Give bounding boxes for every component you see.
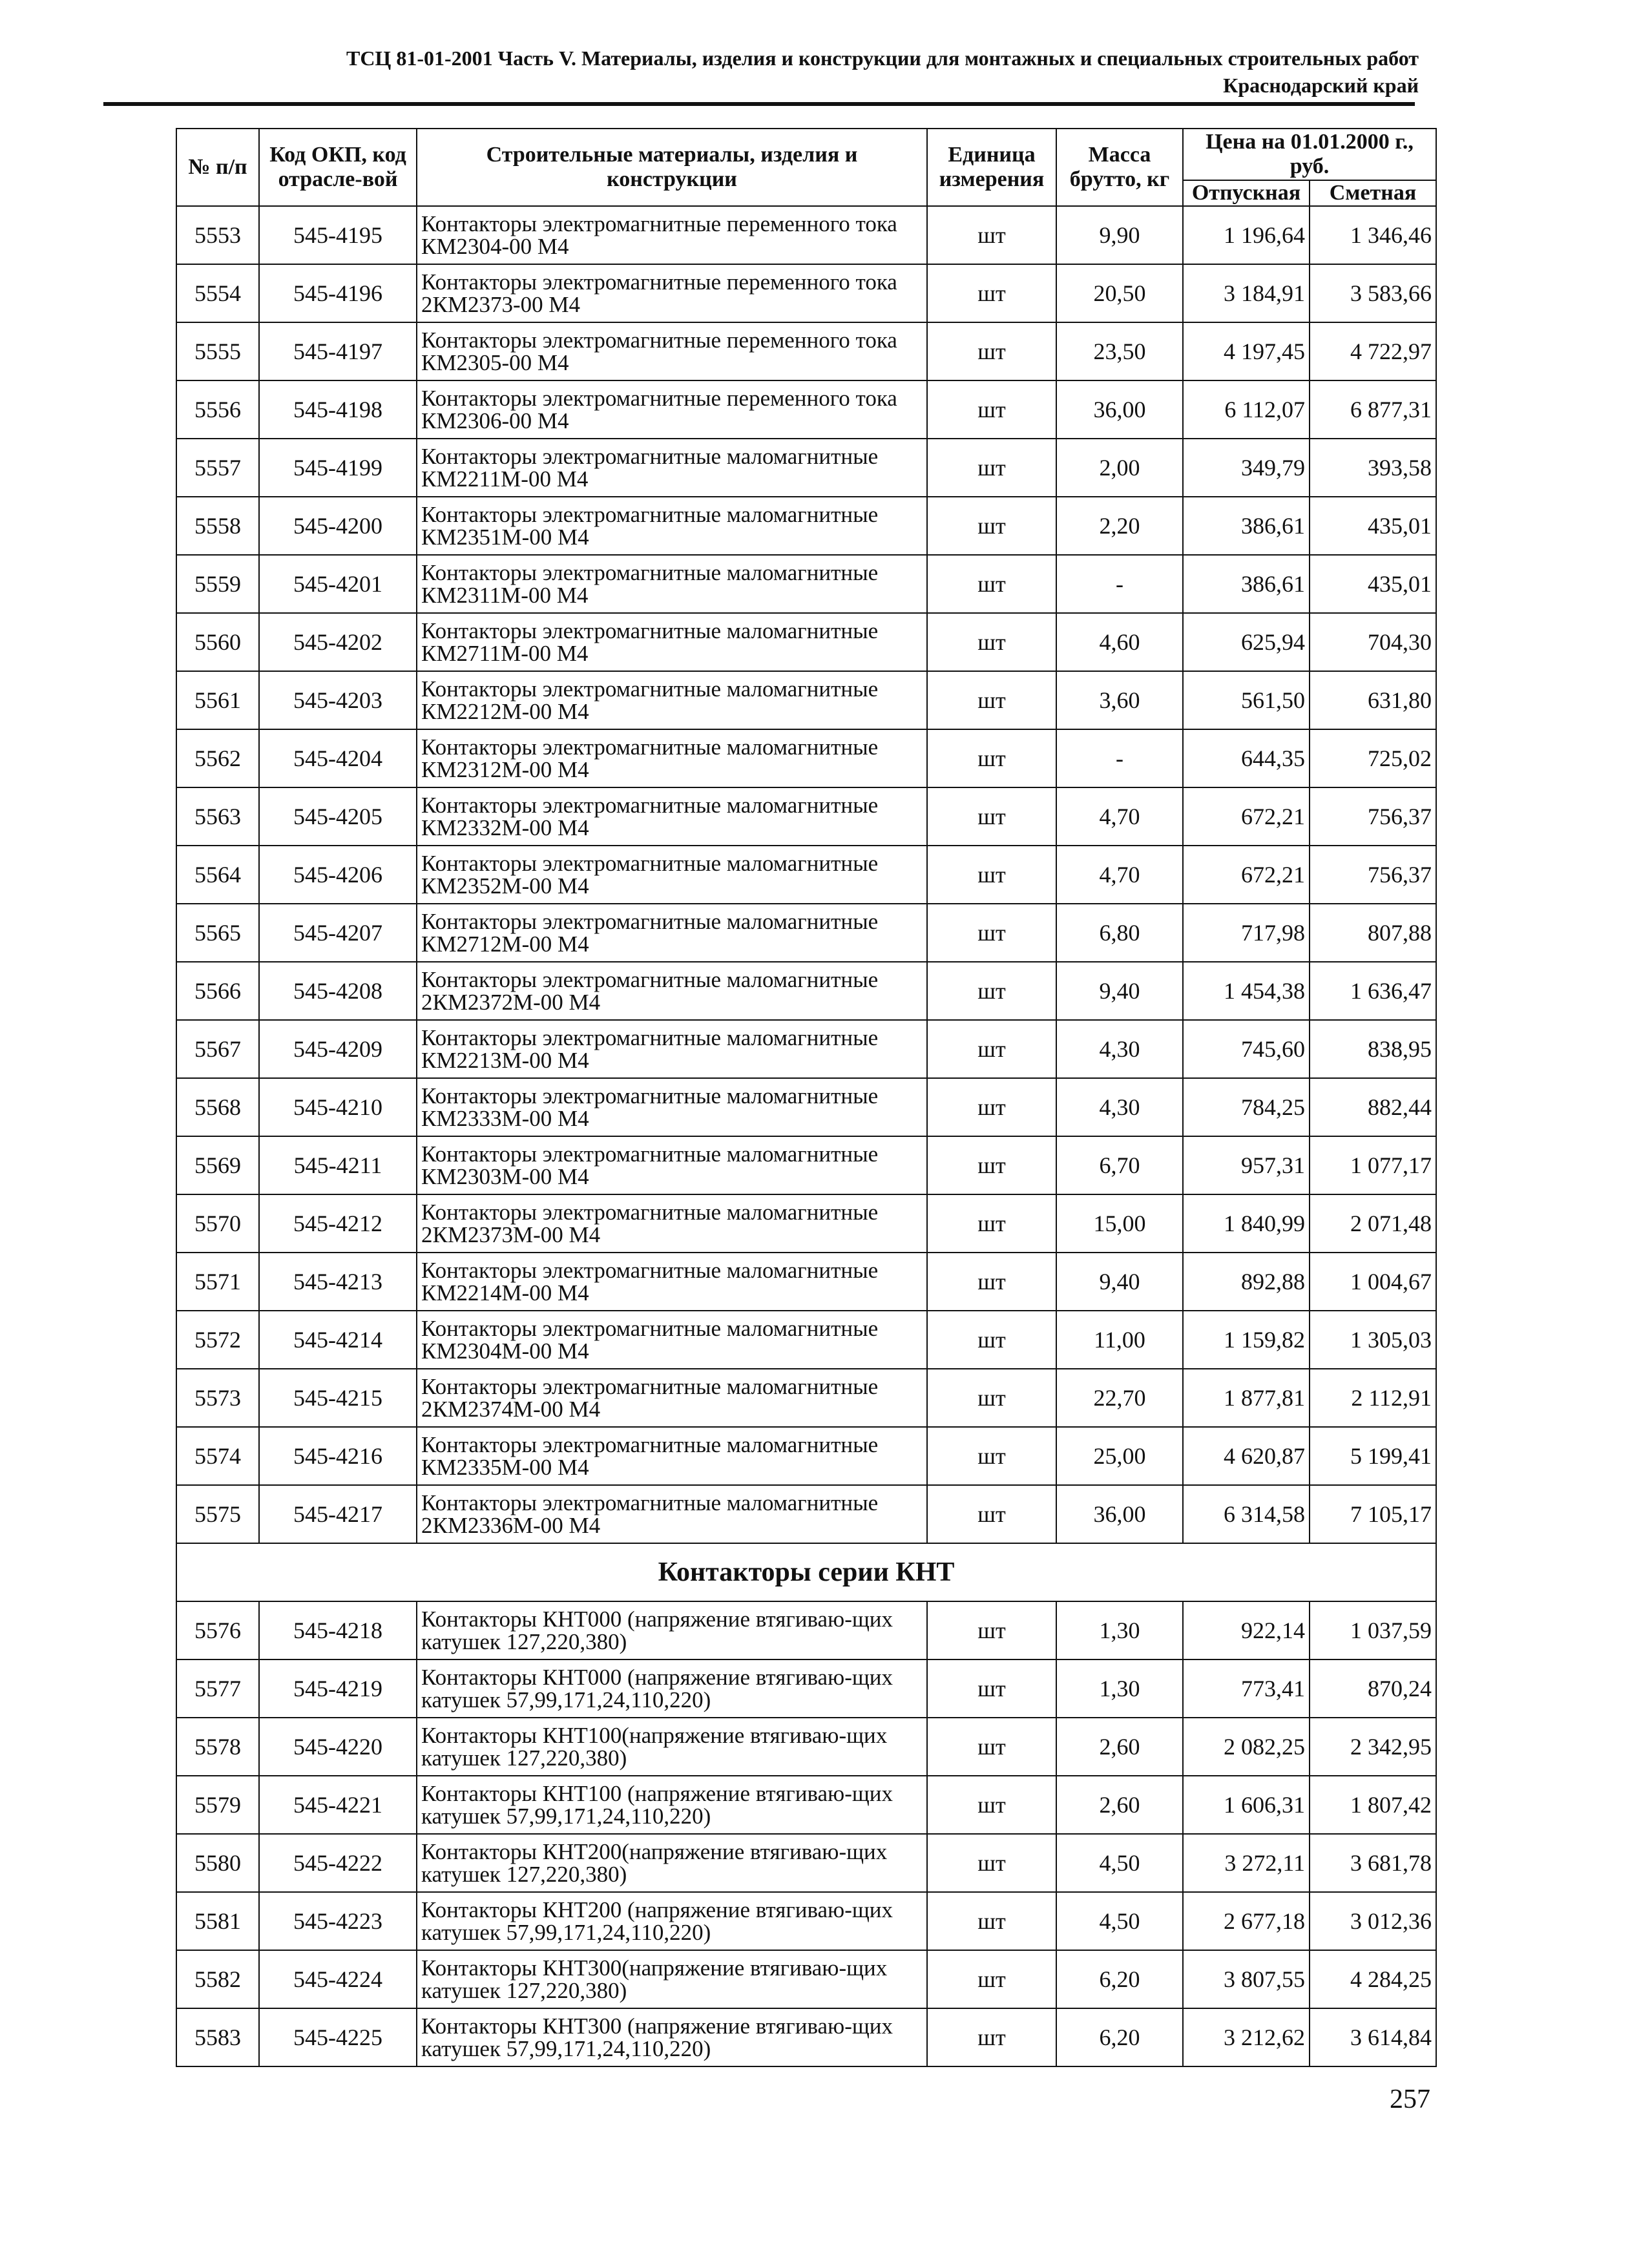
table-row [176, 1659, 1436, 1718]
cell-mass: 1,30 [1056, 1659, 1183, 1718]
cell-code: 545-4195 [259, 206, 417, 264]
cell-name: Контакторы КНТ100 (напряжение втягиваю-щих катушек 57,99,171,24,110,220) [417, 1776, 927, 1834]
cell-est: 704,30 [1310, 613, 1436, 671]
cell-mass: 4,50 [1056, 1892, 1183, 1950]
cell-sale: 3 184,91 [1183, 264, 1310, 322]
cell-mass: 4,50 [1056, 1834, 1183, 1892]
table-row [176, 380, 1436, 439]
cell-mass: 2,60 [1056, 1776, 1183, 1834]
cell-name: Контакторы КНТ000 (напряжение втягиваю-щих катушек 57,99,171,24,110,220) [417, 1659, 927, 1718]
cell-num: 5567 [176, 1020, 259, 1078]
cell-mass: 9,40 [1056, 1253, 1183, 1311]
table-row [176, 729, 1436, 787]
cell-est: 2 112,91 [1310, 1369, 1436, 1427]
cell-code: 545-4203 [259, 671, 417, 729]
cell-name: Контакторы электромагнитные маломагнитные КМ2213М-00 М4 [417, 1020, 927, 1078]
cell-code: 545-4217 [259, 1485, 417, 1543]
cell-code: 545-4213 [259, 1253, 417, 1311]
cell-est: 5 199,41 [1310, 1427, 1436, 1485]
cell-name: Контакторы электромагнитные маломагнитные КМ2303М-00 М4 [417, 1136, 927, 1194]
cell-num: 5582 [176, 1950, 259, 2008]
cell-code: 545-4199 [259, 439, 417, 497]
cell-unit: шт [927, 1078, 1056, 1136]
cell-sale: 1 196,64 [1183, 206, 1310, 264]
cell-code: 545-4222 [259, 1834, 417, 1892]
cell-code: 545-4202 [259, 613, 417, 671]
cell-num: 5564 [176, 846, 259, 904]
table-row [176, 613, 1436, 671]
cell-code: 545-4223 [259, 1892, 417, 1950]
cell-mass: - [1056, 555, 1183, 613]
cell-unit: шт [927, 1020, 1056, 1078]
table-row [176, 1892, 1436, 1950]
table-row [176, 1194, 1436, 1253]
table-row [176, 206, 1436, 264]
cell-sale: 892,88 [1183, 1253, 1310, 1311]
table-row [176, 671, 1436, 729]
cell-mass: 6,70 [1056, 1136, 1183, 1194]
table-row [176, 439, 1436, 497]
cell-mass: 36,00 [1056, 1485, 1183, 1543]
cell-unit: шт [927, 206, 1056, 264]
cell-code: 545-4220 [259, 1718, 417, 1776]
cell-name: Контакторы электромагнитные маломагнитные 2КМ2373М-00 М4 [417, 1194, 927, 1253]
table-row [176, 846, 1436, 904]
cell-est: 1 636,47 [1310, 962, 1436, 1020]
col-header-mass: Масса брутто, кг [1056, 129, 1183, 206]
cell-unit: шт [927, 555, 1056, 613]
cell-sale: 1 454,38 [1183, 962, 1310, 1020]
table-row [176, 1078, 1436, 1136]
cell-sale: 386,61 [1183, 497, 1310, 555]
cell-est: 838,95 [1310, 1020, 1436, 1078]
table-row [176, 1427, 1436, 1485]
cell-est: 4 722,97 [1310, 322, 1436, 380]
cell-code: 545-4207 [259, 904, 417, 962]
cell-sale: 672,21 [1183, 846, 1310, 904]
cell-unit: шт [927, 787, 1056, 846]
section-title: Контакторы серии КНТ [176, 1543, 1436, 1601]
cell-sale: 561,50 [1183, 671, 1310, 729]
cell-code: 545-4205 [259, 787, 417, 846]
cell-name: Контакторы электромагнитные переменного тока КМ2304-00 М4 [417, 206, 927, 264]
cell-num: 5580 [176, 1834, 259, 1892]
cell-sale: 745,60 [1183, 1020, 1310, 1078]
cell-sale: 4 620,87 [1183, 1427, 1310, 1485]
table-row [176, 1485, 1436, 1543]
cell-name: Контакторы электромагнитные маломагнитные КМ2333М-00 М4 [417, 1078, 927, 1136]
cell-sale: 784,25 [1183, 1078, 1310, 1136]
cell-est: 631,80 [1310, 671, 1436, 729]
cell-num: 5563 [176, 787, 259, 846]
cell-code: 545-4209 [259, 1020, 417, 1078]
page-number: 257 [1390, 2085, 1430, 2114]
cell-est: 3 614,84 [1310, 2008, 1436, 2066]
cell-code: 545-4200 [259, 497, 417, 555]
cell-name: Контакторы электромагнитные переменного тока 2КМ2373-00 М4 [417, 264, 927, 322]
table-row [176, 1950, 1436, 2008]
cell-num: 5559 [176, 555, 259, 613]
running-header-title: ТСЦ 81-01-2001 Часть V. Материалы, изделия и конструкции для монтажных и специальных строительных работ [346, 47, 1419, 70]
cell-est: 6 877,31 [1310, 380, 1436, 439]
cell-sale: 1 606,31 [1183, 1776, 1310, 1834]
cell-unit: шт [927, 1892, 1056, 1950]
cell-mass: 1,30 [1056, 1601, 1183, 1659]
cell-sale: 6 112,07 [1183, 380, 1310, 439]
cell-mass: 3,60 [1056, 671, 1183, 729]
cell-unit: шт [927, 1136, 1056, 1194]
cell-code: 545-4211 [259, 1136, 417, 1194]
cell-name: Контакторы электромагнитные маломагнитные 2КМ2372М-00 М4 [417, 962, 927, 1020]
cell-num: 5581 [176, 1892, 259, 1950]
cell-unit: шт [927, 1601, 1056, 1659]
col-header-code: Код ОКП, код отрасле-вой [259, 129, 417, 206]
cell-sale: 4 197,45 [1183, 322, 1310, 380]
cell-est: 1 037,59 [1310, 1601, 1436, 1659]
cell-num: 5571 [176, 1253, 259, 1311]
table-row [176, 904, 1436, 962]
table-body-main [176, 206, 1436, 1543]
cell-mass: 4,70 [1056, 787, 1183, 846]
cell-num: 5578 [176, 1718, 259, 1776]
cell-mass: 9,40 [1056, 962, 1183, 1020]
cell-code: 545-4212 [259, 1194, 417, 1253]
cell-mass: 6,20 [1056, 1950, 1183, 2008]
cell-name: Контакторы электромагнитные маломагнитные КМ2311М-00 М4 [417, 555, 927, 613]
cell-sale: 957,31 [1183, 1136, 1310, 1194]
cell-unit: шт [927, 1311, 1056, 1369]
cell-est: 4 284,25 [1310, 1950, 1436, 2008]
cell-unit: шт [927, 380, 1056, 439]
cell-est: 2 342,95 [1310, 1718, 1436, 1776]
cell-unit: шт [927, 1834, 1056, 1892]
cell-unit: шт [927, 613, 1056, 671]
cell-name: Контакторы электромагнитные маломагнитные КМ2352М-00 М4 [417, 846, 927, 904]
cell-num: 5554 [176, 264, 259, 322]
table-row [176, 1020, 1436, 1078]
cell-sale: 1 877,81 [1183, 1369, 1310, 1427]
table-row [176, 497, 1436, 555]
cell-code: 545-4201 [259, 555, 417, 613]
cell-num: 5558 [176, 497, 259, 555]
col-header-name: Строительные материалы, изделия и конструкции [417, 129, 927, 206]
cell-code: 545-4206 [259, 846, 417, 904]
cell-num: 5583 [176, 2008, 259, 2066]
cell-sale: 386,61 [1183, 555, 1310, 613]
cell-name: Контакторы КНТ200 (напряжение втягиваю-щих катушек 57,99,171,24,110,220) [417, 1892, 927, 1950]
cell-unit: шт [927, 729, 1056, 787]
table-row [176, 322, 1436, 380]
table-row [176, 1834, 1436, 1892]
price-table [176, 128, 1437, 2067]
col-header-num: № п/п [176, 129, 259, 206]
cell-mass: 20,50 [1056, 264, 1183, 322]
cell-est: 1 077,17 [1310, 1136, 1436, 1194]
cell-num: 5579 [176, 1776, 259, 1834]
cell-est: 7 105,17 [1310, 1485, 1436, 1543]
cell-code: 545-4204 [259, 729, 417, 787]
cell-name: Контакторы электромагнитные маломагнитные 2КМ2336М-00 М4 [417, 1485, 927, 1543]
cell-unit: шт [927, 264, 1056, 322]
cell-num: 5562 [176, 729, 259, 787]
table-row [176, 1311, 1436, 1369]
cell-name: Контакторы электромагнитные маломагнитные КМ2351М-00 М4 [417, 497, 927, 555]
cell-num: 5565 [176, 904, 259, 962]
cell-mass: 4,30 [1056, 1020, 1183, 1078]
cell-est: 435,01 [1310, 555, 1436, 613]
cell-unit: шт [927, 497, 1056, 555]
cell-num: 5568 [176, 1078, 259, 1136]
cell-sale: 717,98 [1183, 904, 1310, 962]
cell-sale: 349,79 [1183, 439, 1310, 497]
table-row [176, 1136, 1436, 1194]
cell-unit: шт [927, 1253, 1056, 1311]
cell-mass: 2,60 [1056, 1718, 1183, 1776]
cell-num: 5557 [176, 439, 259, 497]
table-row [176, 1369, 1436, 1427]
cell-unit: шт [927, 322, 1056, 380]
cell-est: 1 305,03 [1310, 1311, 1436, 1369]
cell-name: Контакторы электромагнитные маломагнитные КМ2304М-00 М4 [417, 1311, 927, 1369]
cell-sale: 773,41 [1183, 1659, 1310, 1718]
table-row [176, 962, 1436, 1020]
cell-sale: 3 212,62 [1183, 2008, 1310, 2066]
cell-num: 5573 [176, 1369, 259, 1427]
cell-code: 545-4196 [259, 264, 417, 322]
table-row [176, 1776, 1436, 1834]
col-header-price: Цена на 01.01.2000 г., руб. [1183, 129, 1436, 180]
col-header-unit: Единица измерения [927, 129, 1056, 206]
cell-name: Контакторы электромагнитные маломагнитные КМ2211М-00 М4 [417, 439, 927, 497]
cell-mass: 11,00 [1056, 1311, 1183, 1369]
cell-est: 1 807,42 [1310, 1776, 1436, 1834]
table-row [176, 1718, 1436, 1776]
cell-mass: 22,70 [1056, 1369, 1183, 1427]
table-row [176, 1253, 1436, 1311]
cell-mass: 23,50 [1056, 322, 1183, 380]
cell-name: Контакторы электромагнитные переменного тока КМ2305-00 М4 [417, 322, 927, 380]
cell-est: 756,37 [1310, 846, 1436, 904]
cell-name: Контакторы КНТ200(напряжение втягиваю-щих катушек 127,220,380) [417, 1834, 927, 1892]
cell-mass: 2,00 [1056, 439, 1183, 497]
cell-name: Контакторы электромагнитные маломагнитные КМ2332М-00 М4 [417, 787, 927, 846]
cell-unit: шт [927, 1194, 1056, 1253]
cell-est: 2 071,48 [1310, 1194, 1436, 1253]
col-header-sale: Отпускная [1183, 180, 1310, 206]
cell-est: 393,58 [1310, 439, 1436, 497]
cell-name: Контакторы электромагнитные маломагнитные 2КМ2374М-00 М4 [417, 1369, 927, 1427]
table-row [176, 264, 1436, 322]
running-header-region: Краснодарский край [1223, 74, 1419, 97]
cell-sale: 2 677,18 [1183, 1892, 1310, 1950]
cell-num: 5574 [176, 1427, 259, 1485]
cell-est: 756,37 [1310, 787, 1436, 846]
cell-unit: шт [927, 1369, 1056, 1427]
cell-unit: шт [927, 671, 1056, 729]
cell-code: 545-4208 [259, 962, 417, 1020]
cell-mass: 4,60 [1056, 613, 1183, 671]
cell-unit: шт [927, 962, 1056, 1020]
cell-name: Контакторы КНТ300 (напряжение втягиваю-щих катушек 57,99,171,24,110,220) [417, 2008, 927, 2066]
col-header-est: Сметная [1310, 180, 1436, 206]
cell-unit: шт [927, 1718, 1056, 1776]
cell-num: 5569 [176, 1136, 259, 1194]
cell-num: 5570 [176, 1194, 259, 1253]
cell-est: 3 681,78 [1310, 1834, 1436, 1892]
cell-code: 545-4198 [259, 380, 417, 439]
cell-sale: 1 159,82 [1183, 1311, 1310, 1369]
cell-unit: шт [927, 904, 1056, 962]
table-row [176, 1601, 1436, 1659]
cell-name: Контакторы электромагнитные маломагнитные КМ2712М-00 М4 [417, 904, 927, 962]
cell-name: Контакторы электромагнитные маломагнитные КМ2312М-00 М4 [417, 729, 927, 787]
cell-name: Контакторы электромагнитные маломагнитные КМ2214М-00 М4 [417, 1253, 927, 1311]
cell-mass: 6,80 [1056, 904, 1183, 962]
cell-mass: 25,00 [1056, 1427, 1183, 1485]
cell-sale: 3 272,11 [1183, 1834, 1310, 1892]
cell-name: Контакторы КНТ000 (напряжение втягиваю-щих катушек 127,220,380) [417, 1601, 927, 1659]
cell-unit: шт [927, 1485, 1056, 1543]
cell-sale: 922,14 [1183, 1601, 1310, 1659]
cell-code: 545-4210 [259, 1078, 417, 1136]
table-row [176, 555, 1436, 613]
cell-num: 5576 [176, 1601, 259, 1659]
cell-unit: шт [927, 439, 1056, 497]
cell-code: 545-4216 [259, 1427, 417, 1485]
cell-mass: 36,00 [1056, 380, 1183, 439]
cell-code: 545-4218 [259, 1601, 417, 1659]
cell-code: 545-4215 [259, 1369, 417, 1427]
cell-mass: 4,70 [1056, 846, 1183, 904]
table-row [176, 787, 1436, 846]
cell-mass: 9,90 [1056, 206, 1183, 264]
cell-num: 5561 [176, 671, 259, 729]
cell-code: 545-4225 [259, 2008, 417, 2066]
cell-sale: 2 082,25 [1183, 1718, 1310, 1776]
table-row [176, 2008, 1436, 2066]
cell-est: 1 346,46 [1310, 206, 1436, 264]
cell-code: 545-4197 [259, 322, 417, 380]
cell-mass: - [1056, 729, 1183, 787]
cell-sale: 1 840,99 [1183, 1194, 1310, 1253]
cell-unit: шт [927, 1776, 1056, 1834]
cell-sale: 625,94 [1183, 613, 1310, 671]
section-header-row [176, 1543, 1436, 1601]
cell-name: Контакторы КНТ300(напряжение втягиваю-щих катушек 127,220,380) [417, 1950, 927, 2008]
cell-unit: шт [927, 1427, 1056, 1485]
cell-sale: 3 807,55 [1183, 1950, 1310, 2008]
cell-name: Контакторы электромагнитные маломагнитные КМ2335М-00 М4 [417, 1427, 927, 1485]
header-rule [103, 102, 1415, 106]
cell-sale: 6 314,58 [1183, 1485, 1310, 1543]
cell-code: 545-4214 [259, 1311, 417, 1369]
cell-num: 5555 [176, 322, 259, 380]
cell-num: 5572 [176, 1311, 259, 1369]
cell-sale: 644,35 [1183, 729, 1310, 787]
cell-num: 5575 [176, 1485, 259, 1543]
cell-est: 807,88 [1310, 904, 1436, 962]
cell-num: 5566 [176, 962, 259, 1020]
cell-code: 545-4221 [259, 1776, 417, 1834]
cell-num: 5560 [176, 613, 259, 671]
cell-est: 3 583,66 [1310, 264, 1436, 322]
cell-mass: 6,20 [1056, 2008, 1183, 2066]
cell-sale: 672,21 [1183, 787, 1310, 846]
cell-unit: шт [927, 2008, 1056, 2066]
cell-name: Контакторы электромагнитные переменного тока КМ2306-00 М4 [417, 380, 927, 439]
cell-mass: 2,20 [1056, 497, 1183, 555]
cell-code: 545-4224 [259, 1950, 417, 2008]
cell-est: 3 012,36 [1310, 1892, 1436, 1950]
cell-mass: 4,30 [1056, 1078, 1183, 1136]
cell-num: 5553 [176, 206, 259, 264]
cell-est: 435,01 [1310, 497, 1436, 555]
cell-est: 725,02 [1310, 729, 1436, 787]
cell-unit: шт [927, 846, 1056, 904]
cell-name: Контакторы электромагнитные маломагнитные КМ2212М-00 М4 [417, 671, 927, 729]
cell-est: 1 004,67 [1310, 1253, 1436, 1311]
cell-est: 870,24 [1310, 1659, 1436, 1718]
cell-name: Контакторы электромагнитные маломагнитные КМ2711М-00 М4 [417, 613, 927, 671]
cell-mass: 15,00 [1056, 1194, 1183, 1253]
cell-unit: шт [927, 1659, 1056, 1718]
cell-unit: шт [927, 1950, 1056, 2008]
cell-est: 882,44 [1310, 1078, 1436, 1136]
cell-name: Контакторы КНТ100(напряжение втягиваю-щих катушек 127,220,380) [417, 1718, 927, 1776]
cell-code: 545-4219 [259, 1659, 417, 1718]
cell-num: 5577 [176, 1659, 259, 1718]
table-body-knt [176, 1601, 1436, 2066]
cell-num: 5556 [176, 380, 259, 439]
